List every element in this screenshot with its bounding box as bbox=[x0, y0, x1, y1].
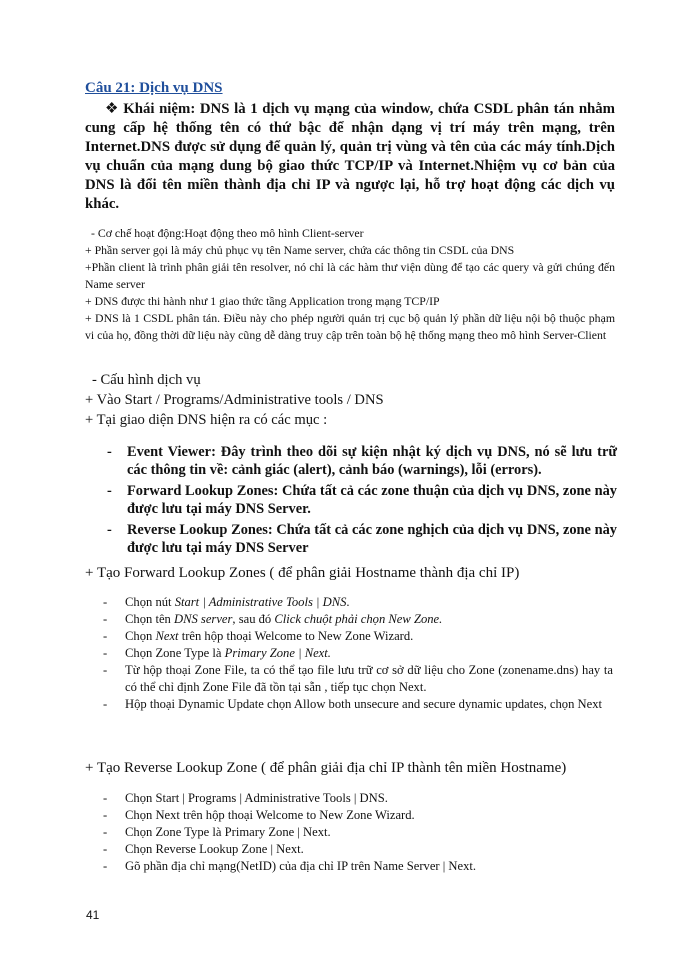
reverse-steps-list bbox=[103, 790, 613, 875]
application-line: + DNS được thi hành như 1 giao thức tầng Application trong mạng TCP/IP bbox=[85, 294, 440, 308]
diamond-bullet-icon: ❖ bbox=[105, 101, 120, 117]
list-item: - Chọn Zone Type là Primary Zone | Next. bbox=[103, 825, 331, 839]
section-title: Câu 21: Dịch vụ DNS bbox=[85, 80, 223, 96]
list-item: - Chọn Next trên hộp thoại Welcome to New Zone Wizard. bbox=[103, 808, 415, 822]
list-item: - Chọn Reverse Lookup Zone | Next. bbox=[103, 842, 304, 856]
event-viewer-text: Event Viewer: Đây trình theo dõi sự kiện nhật ký dịch vụ DNS, nó sẽ lưu trữ các thông tin về: cảnh giác (alert), cảnh báo (warnings), lỗi (errors). bbox=[127, 444, 617, 478]
reverse-heading: + Tạo Reverse Lookup Zone ( để phân giải địa chỉ IP thành tên miền Hostname) bbox=[85, 760, 567, 776]
dns-items-list bbox=[107, 443, 617, 560]
config-step-1: + Vào Start / Programs/Administrative tools / DNS bbox=[85, 392, 384, 408]
list-item: - Chọn Zone Type là Primary Zone | Next. bbox=[103, 646, 331, 660]
list-item: - Chọn nút Start | Administrative Tools | DNS. bbox=[103, 595, 350, 609]
reverse-zones-text: Reverse Lookup Zones: Chứa tất cả các zone nghịch của dịch vụ DNS, zone này được lưu tại máy DNS Server bbox=[127, 522, 617, 556]
list-item: - Từ hộp thoại Zone File, ta có thể tạo file lưu trữ cơ sở dữ liệu cho Zone (zonename.dns) hay ta có thể chỉ định Zone File đã tồn tại sẵn , tiếp tục chọn Next. bbox=[103, 663, 613, 694]
client-line: +Phần client là trình phân giải tên resolver, nó chỉ là các hàm thư viện dùng để tạo các query và gửi chúng đến Name server bbox=[85, 260, 615, 291]
list-item: - Hộp thoại Dynamic Update chọn Allow both unsecure and secure dynamic updates, chọn Next bbox=[103, 697, 603, 711]
mechanism-line: - Cơ chế hoạt động:Hoạt động theo mô hình Client-server bbox=[91, 226, 364, 240]
list-item: - Forward Lookup Zones: Chứa tất cả các zone thuận của dịch vụ DNS, zone này được lưu tại máy DNS Server. bbox=[107, 483, 617, 517]
forward-heading: + Tạo Forward Lookup Zones ( để phân giải Hostname thành địa chỉ IP) bbox=[85, 565, 520, 581]
list-item: - Chọn Start | Programs | Administrative Tools | DNS. bbox=[103, 791, 388, 805]
mechanism-block bbox=[85, 225, 615, 344]
config-heading: - Cấu hình dịch vụ bbox=[92, 372, 201, 388]
distributed-line: + DNS là 1 CSDL phân tán. Điều này cho phép người quản trị cục bộ quản lý phần dữ liệu nội bộ thuộc phạm vi của họ, đồng thời dữ liệu này cũng dễ dàng truy cập trên toàn bộ hệ thống mạng theo mô hình Server-Client bbox=[85, 311, 615, 342]
page-number: 41 bbox=[86, 908, 100, 922]
list-item: - Chọn Next trên hộp thoại Welcome to New Zone Wizard. bbox=[103, 629, 414, 643]
list-item: - Event Viewer: Đây trình theo dõi sự kiện nhật ký dịch vụ DNS, nó sẽ lưu trữ các thông tin về: cảnh giác (alert), cảnh báo (warnings), lỗi (errors). bbox=[107, 444, 617, 478]
intro-paragraph bbox=[85, 100, 615, 214]
forward-steps-list bbox=[103, 594, 613, 713]
config-step-2: + Tại giao diện DNS hiện ra có các mục : bbox=[85, 412, 328, 428]
list-item: - Reverse Lookup Zones: Chứa tất cả các zone nghịch của dịch vụ DNS, zone này được lưu tại máy DNS Server bbox=[107, 522, 617, 556]
list-item: - Chọn tên DNS server, sau đó Click chuột phải chọn New Zone. bbox=[103, 612, 443, 626]
intro-text: Khái niệm: DNS là 1 dịch vụ mạng của window, chứa CSDL phân tán nhằm cung cấp hệ thống tên có thứ bậc để nhận dạng vị trí máy trên mạng, trên Internet.DNS được sử dụng để quản lý, quản trị vùng và tên của các máy tính.Dịch vụ chuẩn của mạng dung bộ giao thức TCP/IP và Internet.Nhiệm vụ cơ bản của DNS là đổi tên miền thành địa chỉ IP và ngược lại, hỗ trợ hoạt động các dịch vụ khác. bbox=[85, 101, 616, 212]
server-line: + Phần server gọi là máy chủ phục vụ tên Name server, chứa các thông tin CSDL của DNS bbox=[85, 243, 515, 257]
forward-zones-text: Forward Lookup Zones: Chứa tất cả các zone thuận của dịch vụ DNS, zone này được lưu tại máy DNS Server. bbox=[127, 483, 617, 517]
list-item: - Gõ phần địa chỉ mạng(NetID) của địa chỉ IP trên Name Server | Next. bbox=[103, 859, 477, 873]
